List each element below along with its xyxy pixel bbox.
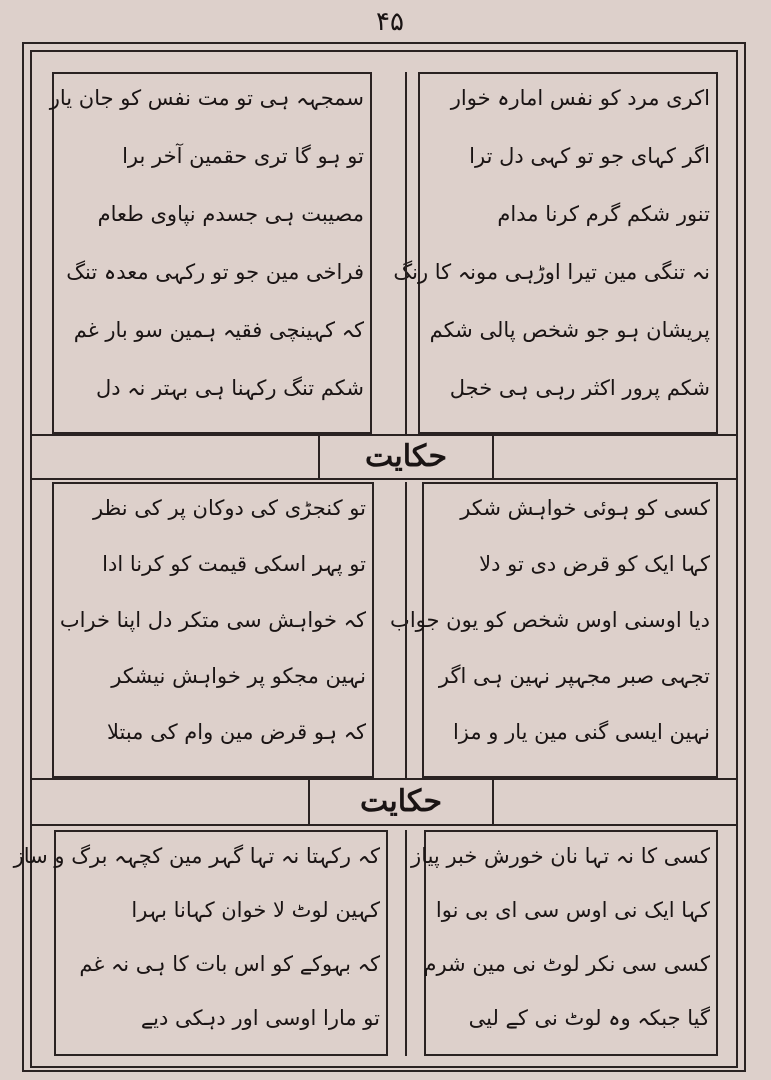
verse-line: تو مارا اوسی اور دہکی دیے	[140, 1006, 380, 1030]
section-heading: حکایت	[308, 778, 494, 826]
center-divider	[405, 482, 407, 778]
center-divider	[405, 830, 407, 1056]
verse-line: کہین لوٹ لا خوان کہانا بہرا	[131, 898, 380, 922]
verse-line: گیا جبکہ وہ لوٹ نی کے لیی	[468, 1006, 710, 1030]
section-heading: حکایت	[318, 434, 494, 480]
section2-right-column	[390, 482, 718, 778]
verse-line: تجہی صبر مجہپر نہین ہی اگر	[438, 664, 710, 688]
verse-line: اگر کہای جو تو کہی دل ترا	[469, 144, 710, 168]
verse-line: کہ کہینچی فقیہ ہمین سو بار غم	[73, 318, 364, 342]
page-number: ۴۵	[376, 7, 404, 37]
verse-line: تو پہر اسکی قیمت کو کرنا ادا	[102, 552, 366, 576]
verse-line: نہ تنگی مین تیرا اوڑہی مونہ کا رنگ	[393, 260, 710, 284]
verse-line: کہ رکہتا نہ تہا گہر مین کچہہ برگ و ساز	[13, 844, 380, 868]
verse-line: کہ خواہش سی متکر دل اپنا خراب	[59, 608, 366, 632]
verse-line: اکری مرد کو نفس امارہ خوار	[450, 86, 710, 110]
verse-line: نہین ایسی گنی مین یار و مزا	[452, 720, 710, 744]
verse-line: کسی کا نہ تہا نان خورش خبر پیاز	[411, 844, 710, 868]
verse-line: تو ہو گا تری حقمین آخر برا	[122, 144, 364, 168]
section3-right-column	[411, 830, 718, 1056]
verse-line: نہین مجکو پر خواہش نیشکر	[111, 664, 366, 688]
verse-line: تو کنجڑی کی دوکان پر کی نظر	[92, 496, 366, 520]
verse-line: کہ بہوکے کو اس بات کا ہی نہ غم	[79, 952, 380, 976]
verse-line: تنور شکم گرم کرنا مدام	[497, 202, 710, 226]
verse-line: فراخی مین جو تو رکہی معدہ تنگ	[66, 260, 364, 284]
section1-right-column	[393, 72, 718, 434]
verse-line: کسی سی نکر لوٹ نی مین شرم	[423, 952, 710, 976]
verse-line: پریشان ہو جو شخص پالی شکم	[429, 318, 710, 342]
section3-left-column	[13, 830, 388, 1056]
verse-line: شکم تنگ رکہنا ہی بہتر نہ دل	[95, 376, 364, 400]
section2-left-column	[52, 482, 374, 778]
verse-line: کہا ایک کو قرض دی تو دلا	[479, 552, 710, 576]
verse-line: دیا اوسنی اوس شخص کو یون جواب	[390, 608, 710, 632]
verse-line: مصیبت ہی جسدم نپاوی طعام	[97, 202, 364, 226]
verse-line: کہ ہو قرض مین وام کی مبتلا	[106, 720, 366, 744]
verse-line: کسی کو ہوئی خواہش شکر	[460, 496, 710, 520]
section1-left-column	[49, 72, 372, 434]
verse-line: شکم پرور اکثر رہی ہی خجل	[449, 376, 710, 400]
verse-line: سمجہہ ہی تو مت نفس کو جان یار	[49, 86, 364, 110]
center-divider	[405, 72, 407, 434]
verse-line: کہا ایک نی اوس سی ای بی نوا	[435, 898, 710, 922]
